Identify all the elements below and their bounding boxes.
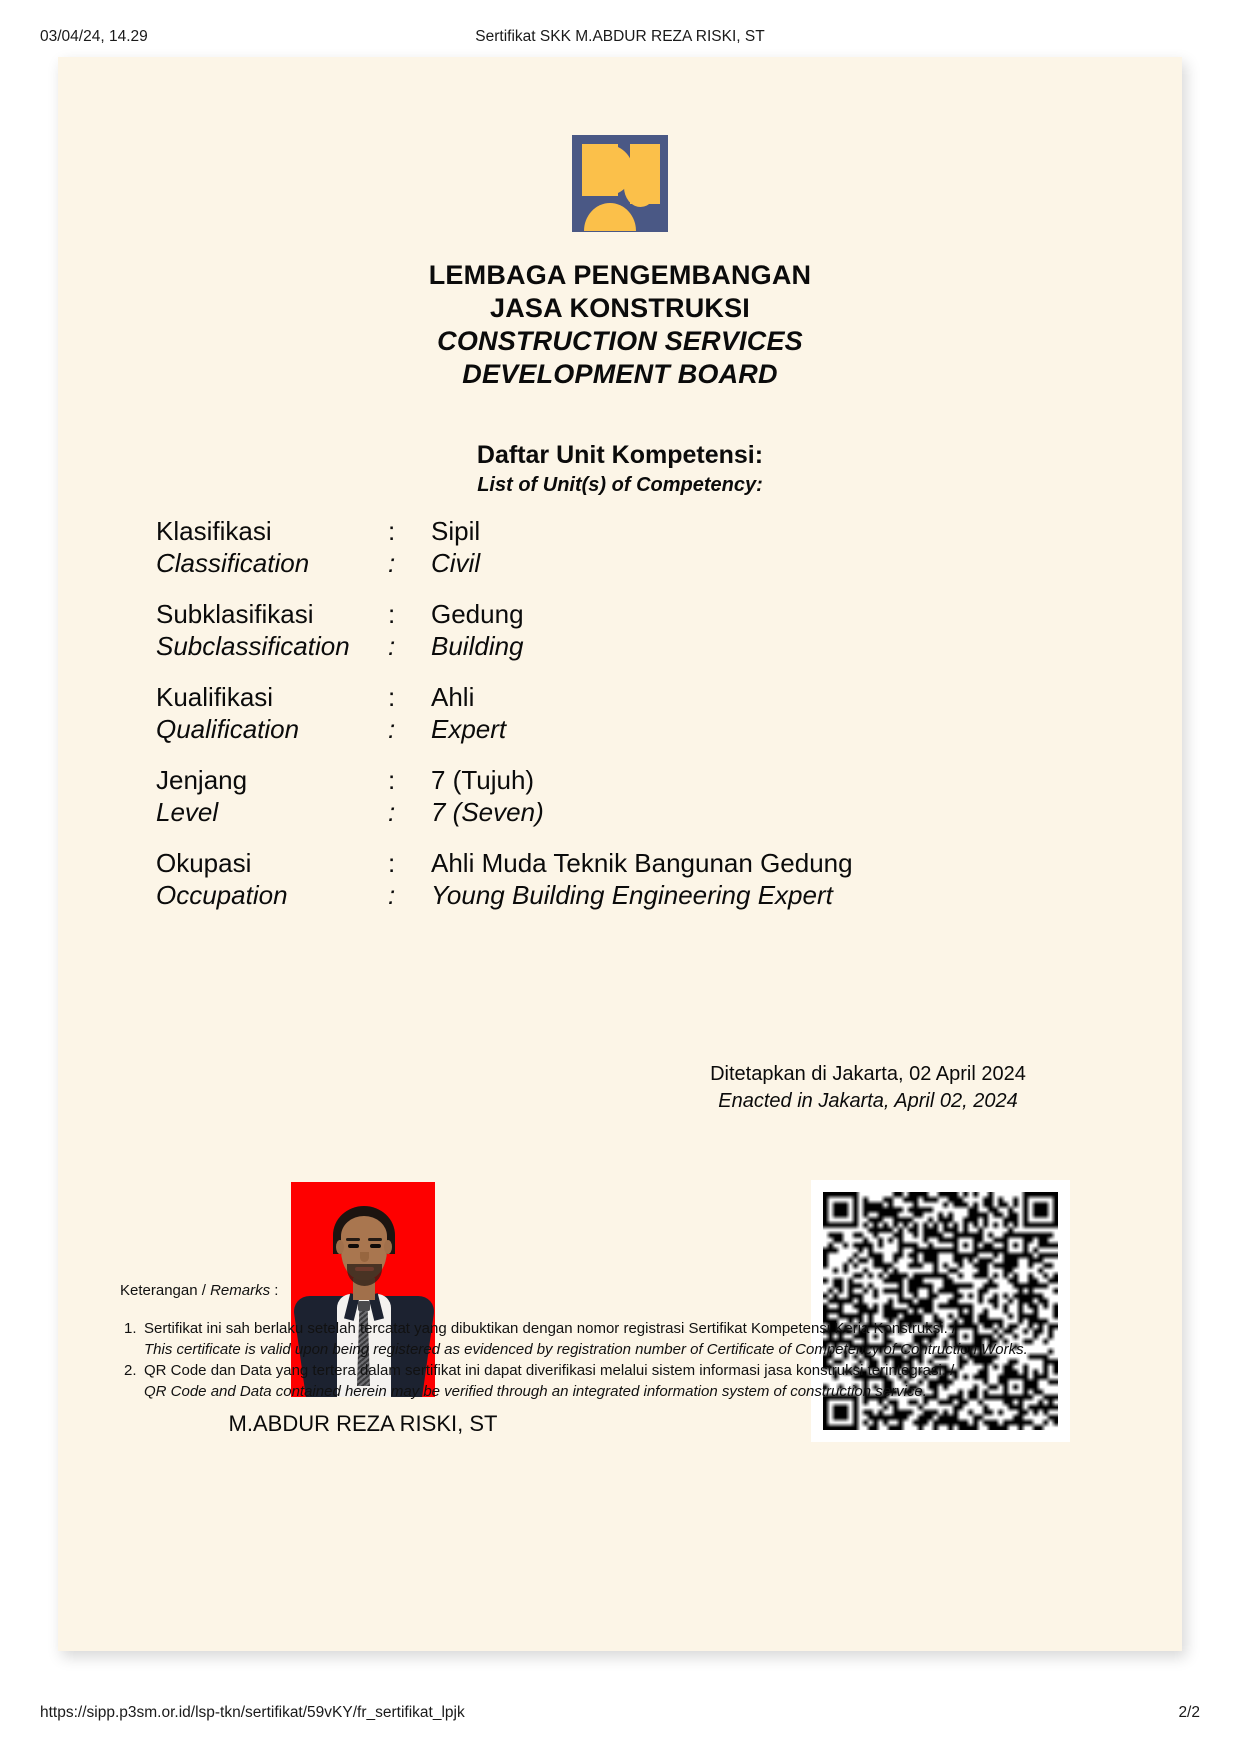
- field-row-qualification-id: [156, 681, 1116, 713]
- field-label-qualification-id: Kualifikasi: [156, 682, 274, 712]
- field-separator: :: [388, 714, 396, 744]
- remarks-item-id: QR Code dan Data yang tertera dalam sertifikat ini dapat diverifikasi melalui sistem informasi jasa konstruksi terintegrasi. /: [144, 1362, 955, 1379]
- photo-eye-right: [370, 1244, 381, 1248]
- print-doc-title: Sertifikat SKK M.ABDUR REZA RISKI, ST: [475, 28, 765, 45]
- field-value-classification-en: Civil: [431, 548, 481, 578]
- field-label-level-id: Jenjang: [156, 765, 248, 795]
- place-date-en: Enacted in Jakarta, April 02, 2024: [718, 1090, 1018, 1112]
- remarks-title-colon: :: [270, 1282, 279, 1299]
- competency-field-list: [156, 515, 1116, 930]
- field-value-classification-id: Sipil: [431, 516, 481, 546]
- field-separator: :: [388, 548, 396, 578]
- field-label-occupation-id: Okupasi: [156, 848, 252, 878]
- field-group-qualification: [156, 681, 1116, 745]
- field-value-level-en: 7 (Seven): [431, 797, 544, 827]
- institution-line-4: DEVELOPMENT BOARD: [462, 359, 778, 389]
- institution-heading: [58, 259, 1182, 391]
- print-footer: [0, 1704, 1240, 1724]
- field-label-subclassification-id: Subklasifikasi: [156, 599, 314, 629]
- remarks-item: [120, 1319, 1120, 1360]
- field-separator: :: [388, 516, 396, 546]
- remarks-item: [120, 1361, 1120, 1402]
- field-row-occupation-id: [156, 847, 1116, 879]
- field-separator: :: [388, 797, 396, 827]
- institution-line-3: CONSTRUCTION SERVICES: [437, 326, 803, 356]
- logo-container: [58, 135, 1182, 232]
- field-separator: :: [388, 848, 396, 878]
- field-value-qualification-en: Expert: [431, 714, 507, 744]
- print-timestamp: 03/04/24, 14.29: [40, 28, 148, 45]
- field-row-subclassification-en: [156, 630, 1116, 662]
- field-label-level-en: Level: [156, 797, 219, 827]
- field-group-classification: [156, 515, 1116, 579]
- field-value-subclassification-en: Building: [431, 631, 524, 661]
- remarks-title-separator: /: [197, 1282, 211, 1299]
- photo-eyebrow-left: [346, 1238, 360, 1241]
- section-title-en: List of Unit(s) of Competency:: [477, 474, 763, 496]
- remarks-title-en: Remarks: [210, 1282, 271, 1299]
- print-page-indicator: 2/2: [1178, 1704, 1200, 1721]
- field-group-subclassification: [156, 598, 1116, 662]
- field-label-qualification-en: Qualification: [156, 714, 300, 744]
- print-source-url: https://sipp.p3sm.or.id/lsp-tkn/sertifikat/59vKY/fr_sertifikat_lpjk: [40, 1704, 465, 1721]
- field-row-qualification-en: [156, 713, 1116, 745]
- field-row-level-id: [156, 764, 1116, 796]
- photo-eyebrow-right: [368, 1238, 382, 1241]
- field-value-level-id: 7 (Tujuh): [431, 765, 535, 795]
- field-value-subclassification-id: Gedung: [431, 599, 524, 629]
- logo-shape-u-bowl: [624, 163, 657, 207]
- print-header: [0, 28, 1240, 48]
- photo-ear-left: [336, 1240, 344, 1254]
- institution-line-2: JASA KONSTRUKSI: [489, 293, 751, 323]
- field-value-occupation-en: Young Building Engineering Expert: [431, 880, 833, 910]
- field-separator: :: [388, 765, 396, 795]
- field-separator: :: [388, 599, 396, 629]
- field-row-classification-en: [156, 547, 1116, 579]
- field-group-occupation: [156, 847, 1116, 911]
- field-row-level-en: [156, 796, 1116, 828]
- photo-nose: [360, 1252, 369, 1262]
- remarks-item-en: This certificate is valid upon being registered as evidenced by registration number of Certificate of Competency of Contruction Works.: [144, 1340, 1028, 1358]
- certificate-card: [58, 57, 1182, 1651]
- remarks-title: [120, 1281, 1120, 1301]
- remarks-item-id: Sertifikat ini sah berlaku setelah tercatat yang dibuktikan dengan nomor registrasi Sertifikat Kompetensi Kerja Konstruksi. /: [144, 1320, 957, 1337]
- remarks-section: [120, 1281, 1120, 1403]
- photo-mouth: [355, 1267, 374, 1271]
- field-label-occupation-en: Occupation: [156, 880, 288, 910]
- remarks-item-en: QR Code and Data contained herein may be verified through an integrated information system of construction service.: [144, 1382, 927, 1400]
- field-separator: :: [388, 631, 396, 661]
- place-and-date: [618, 1061, 1118, 1115]
- holder-name: M.ABDUR REZA RISKI, ST: [228, 1411, 498, 1436]
- section-title: [58, 439, 1182, 499]
- field-label-classification-en: Classification: [156, 548, 310, 578]
- photo-eye-left: [348, 1244, 359, 1248]
- remarks-list: [120, 1319, 1120, 1402]
- field-row-occupation-en: [156, 879, 1116, 911]
- logo-shape-semicircle: [584, 203, 636, 231]
- field-group-level: [156, 764, 1116, 828]
- photo-ear-right: [384, 1240, 392, 1254]
- field-separator: :: [388, 880, 396, 910]
- field-row-classification-id: [156, 515, 1116, 547]
- field-label-classification-id: Klasifikasi: [156, 516, 272, 546]
- remarks-title-id: Keterangan: [120, 1282, 198, 1299]
- section-title-id: Daftar Unit Kompetensi:: [476, 441, 764, 469]
- field-row-subclassification-id: [156, 598, 1116, 630]
- field-separator: :: [388, 682, 396, 712]
- institution-line-1: LEMBAGA PENGEMBANGAN: [428, 260, 812, 290]
- place-date-id: Ditetapkan di Jakarta, 02 April 2024: [710, 1063, 1026, 1085]
- field-label-subclassification-en: Subclassification: [156, 631, 350, 661]
- field-value-qualification-id: Ahli: [431, 682, 475, 712]
- field-value-occupation-id: Ahli Muda Teknik Bangunan Gedung: [431, 848, 853, 878]
- lpjk-logo-icon: [572, 135, 668, 232]
